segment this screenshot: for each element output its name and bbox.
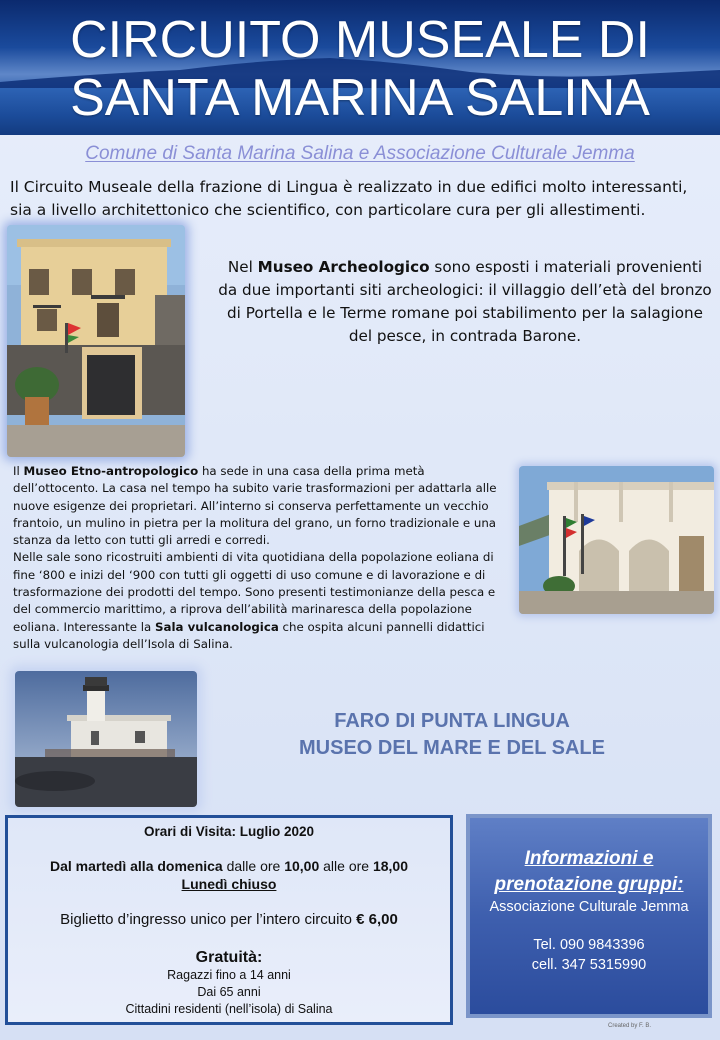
intro-paragraph: Il Circuito Museale della frazione di Lingua è realizzato in due edifici molto interessanti, sia a livello architettonico che scientifico, con particolare cura per gli allestimenti. — [10, 178, 688, 219]
ethno-museum-text — [13, 463, 513, 653]
ethno-museum-photo — [519, 466, 714, 614]
ethno-paragraph-2: Nelle sale sono ricostruiti ambienti di vita quotidiana della popolazione eoliana di fine ‘800 e inizi del ‘900 con tutti gli oggetti di uso comune e di lavorazione e di trasformazione dei prodotti del tempo. Sono presenti testimonianze della pesca e del commercio marittimo, a riprova dell’abilità marinaresca della popolazione eoliana. Interessante la Sala vulcanologica che ospita alcuni pannelli didattici sulla vulcanologia dell’Isola di Salina. — [13, 550, 496, 651]
sea-salt-museum-title: MUSEO DEL MARE E DEL SALE — [299, 737, 605, 759]
free-entry-heading: Gratuità: — [195, 949, 263, 966]
archeological-museum-text: Nel Museo Archeologico sono esposti i materiali provenienti da due importanti siti archeologici: il villaggio dell’età del bronzo di Portella e le Terme romane poi stabilimento per la salagione del pesce, in contrada Barone. — [218, 258, 712, 345]
hours-schedule: Dal martedì alla domenica dalle ore 10,00 alle ore 18,00 — [49, 858, 408, 874]
closed-day: Lunedì chiuso — [181, 876, 277, 892]
free-entry-seniors: Dai 65 anni — [197, 985, 261, 999]
museum-building-photo — [7, 225, 185, 457]
page-title-line-1: CIRCUITO MUSEALE DI — [70, 11, 650, 69]
page-title-line-2: SANTA MARINA SALINA — [70, 69, 650, 127]
information-box — [466, 814, 712, 1018]
ethno-paragraph-1: Il Museo Etno-antropologico ha sede in una casa della prima metà dell’ottocento. La casa nel tempo ha subito varie trasformazioni per adattarla alle nuove esigenze dei proprietari. All’interno si conserva perfettamente un vecchio frantoio, un mulino in pietra per la molitura del grano, un forno tradizionale e una stanza da letto con tutti gli arredi e corredi. — [13, 464, 497, 548]
association-name: Associazione Culturale Jemma — [489, 899, 689, 915]
lighthouse-photo — [15, 671, 197, 807]
lighthouse-title: FARO DI PUNTA LINGUA — [334, 710, 570, 732]
lighthouse-museum-heading — [232, 708, 672, 762]
free-entry-children: Ragazzi fino a 14 anni — [167, 968, 291, 982]
phone-number: Tel. 090 9843396 — [533, 937, 645, 953]
header-banner — [0, 0, 720, 135]
page-subtitle: Comune di Santa Marina Salina e Associazione Culturale Jemma — [85, 143, 635, 164]
ethno-museum-name: Museo Etno-antropologico — [23, 464, 199, 478]
hours-heading: Orari di Visita: Luglio 2020 — [143, 824, 315, 839]
credit-text: Created by F. B. — [608, 1023, 652, 1029]
free-entry-residents: Cittadini residenti (nell’isola) di Salina — [125, 1002, 333, 1016]
info-heading: Informazioni e prenotazione gruppi: — [494, 848, 684, 895]
mobile-number: cell. 347 5315990 — [531, 957, 647, 973]
ticket-price-line: Biglietto d’ingresso unico per l’intero circuito € 6,00 — [60, 911, 398, 928]
ticket-price: € 6,00 — [356, 911, 398, 928]
volcanology-room-name: Sala vulcanologica — [155, 619, 279, 634]
archeological-museum-name: Museo Archeologico — [257, 258, 430, 276]
opening-hours-box — [5, 815, 453, 1025]
